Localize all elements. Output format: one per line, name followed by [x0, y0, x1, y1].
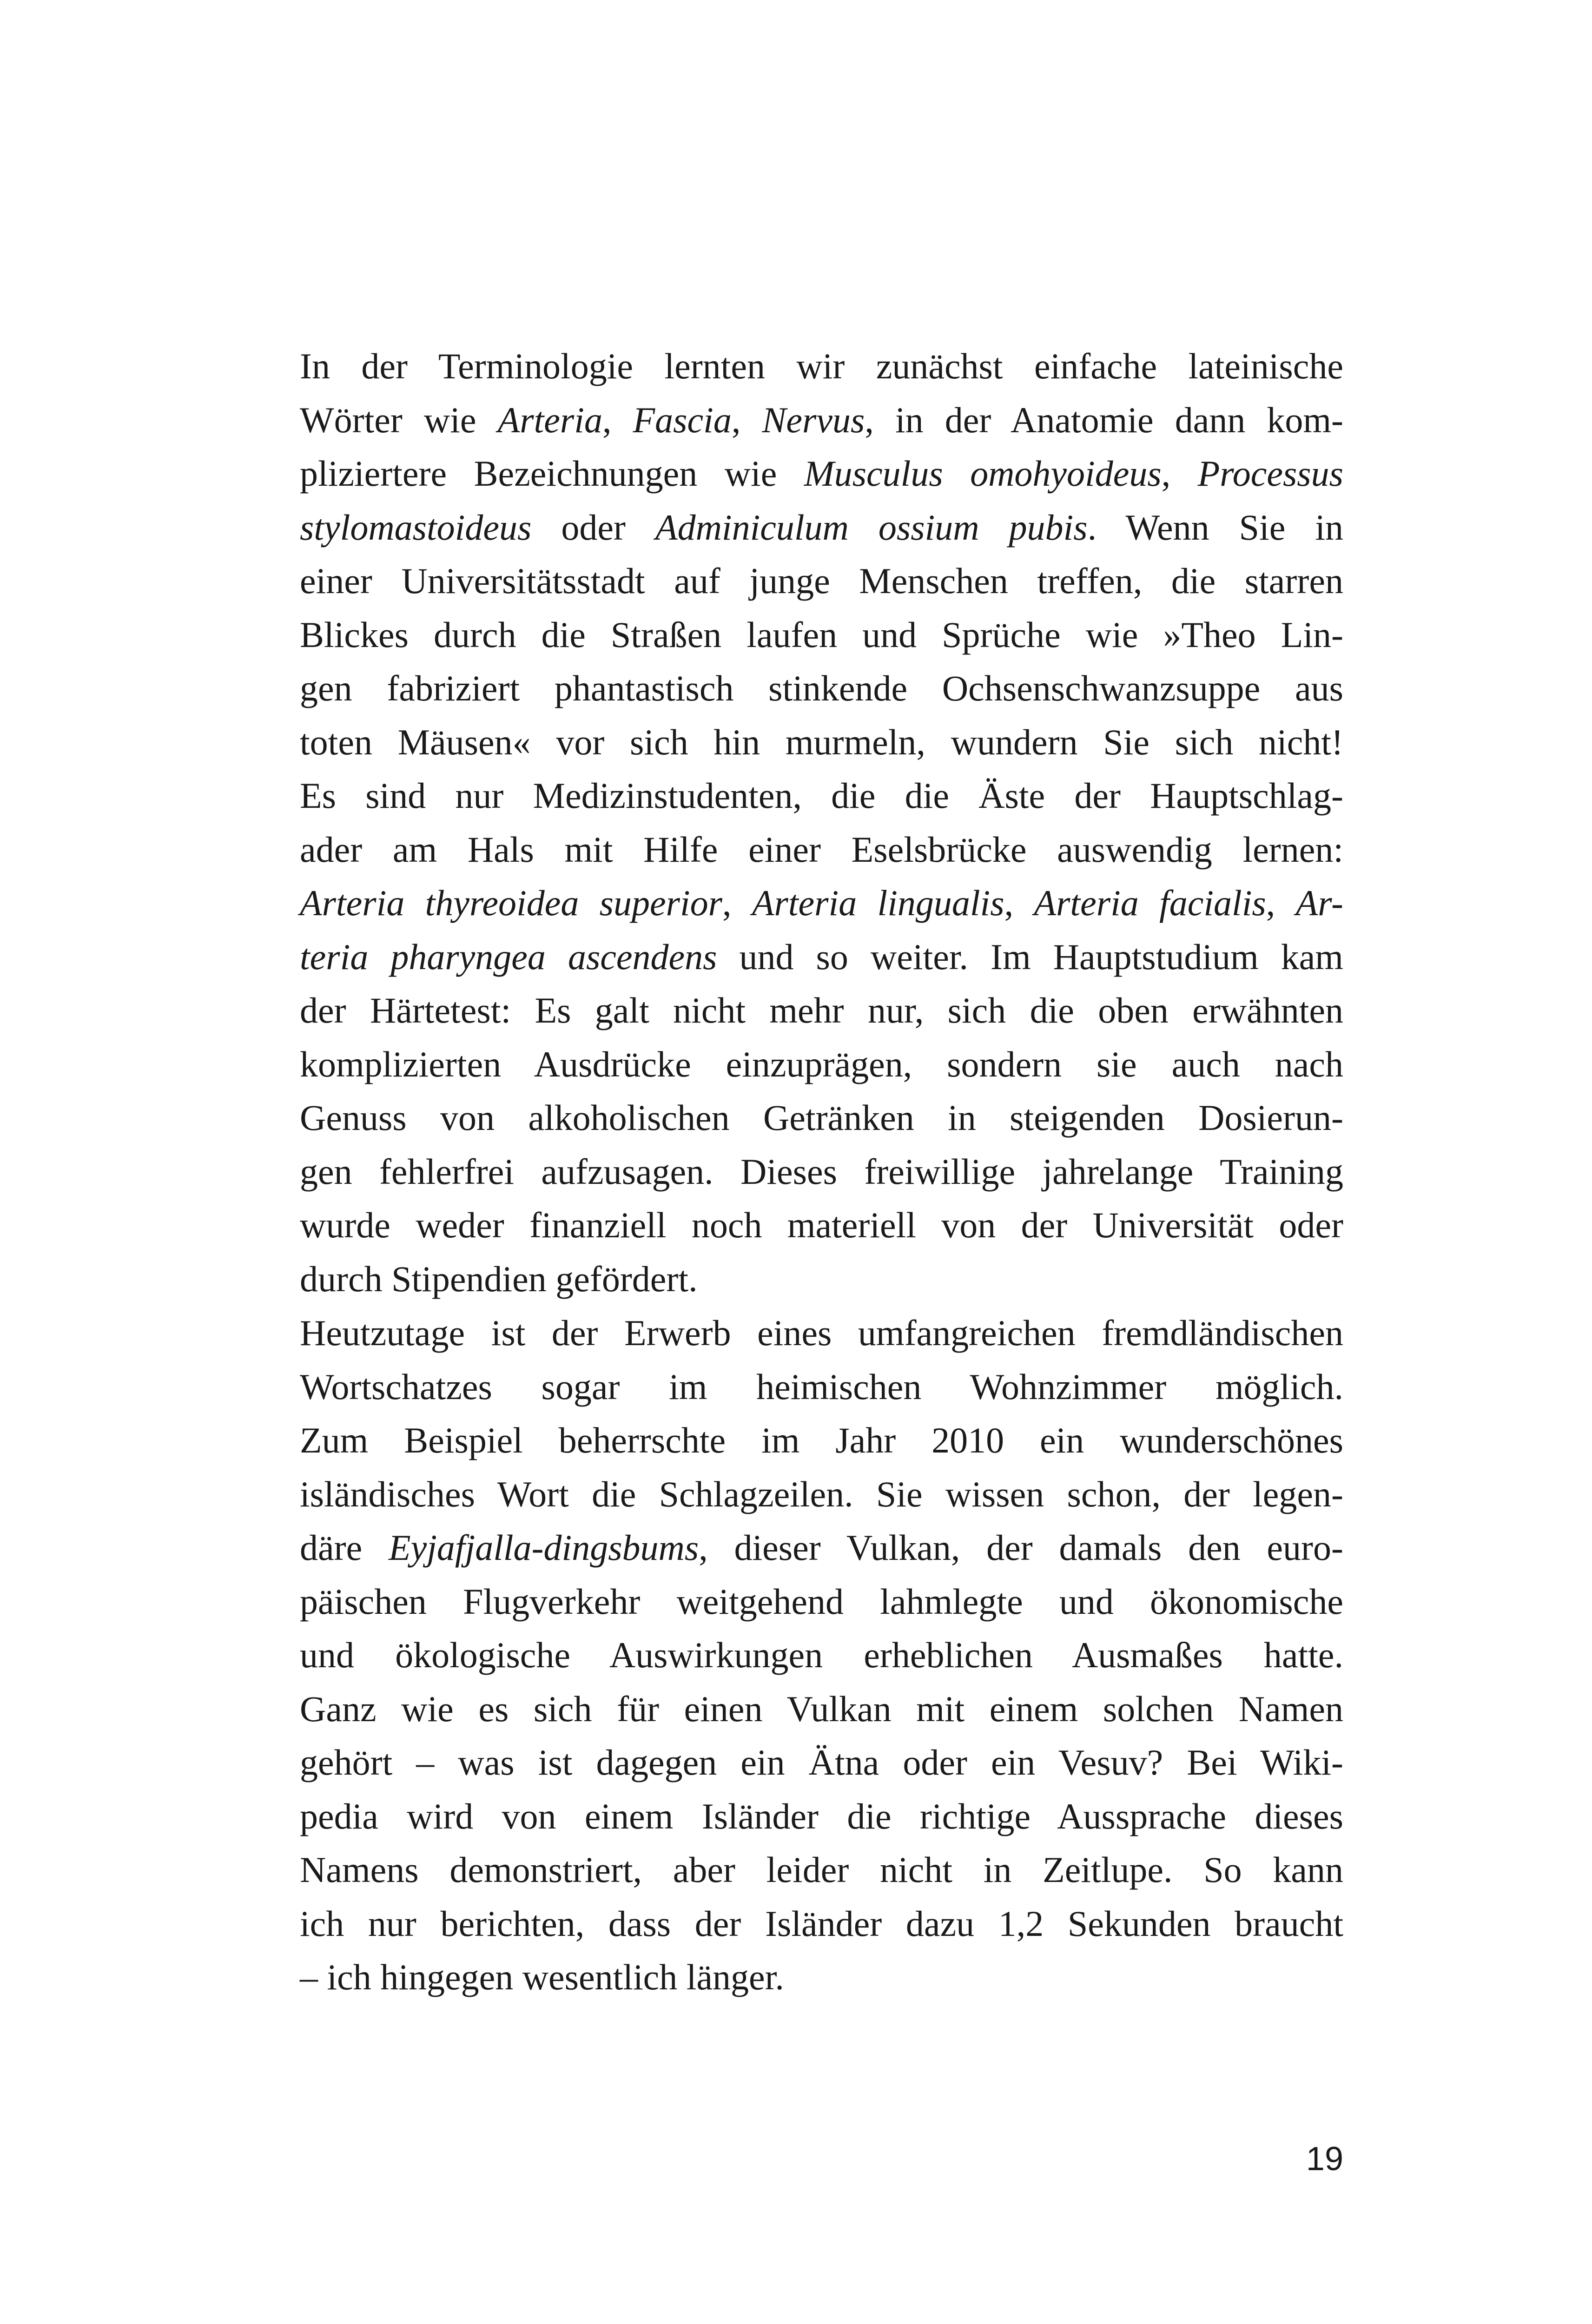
text-line [300, 1091, 1343, 1145]
text-line [300, 715, 1343, 769]
text-run: , dieser Vulkan, der damals den euro- [699, 1527, 1343, 1568]
text-run: und so weiter. Im Hauptstudium kam [717, 936, 1343, 977]
text-line [300, 1736, 1343, 1789]
text-run: In der Terminologie lernten wir zunächst einfache lateinische [300, 346, 1343, 386]
text-line [300, 1521, 1343, 1575]
text-run: Zum Beispiel beherrschte im Jahr 2010 ein wunderschönes [300, 1420, 1343, 1460]
text-run: wurde weder finanziell noch materiell von der Universität oder [300, 1205, 1343, 1245]
text-line [300, 930, 1343, 984]
italic-term: Arteria thyreoidea superior [300, 883, 723, 923]
text-run: päischen Flugverkehr weitgehend lahmlegte und ökonomische [300, 1581, 1343, 1622]
text-line [300, 1950, 1343, 2004]
text-line [300, 1682, 1343, 1736]
paragraph-terminologie [300, 339, 1343, 1306]
text-run: , [1161, 453, 1198, 494]
text-line [300, 554, 1343, 608]
text-run: durch Stipendien gefördert. [300, 1258, 698, 1299]
italic-term: Arteria lingualis [752, 883, 1004, 923]
text-run: ich nur berichten, dass der Isländer dazu 1,2 Sekunden braucht [300, 1903, 1343, 1944]
text-line [300, 1252, 1343, 1306]
text-line [300, 1628, 1343, 1682]
text-run: . Wenn Sie in [1087, 507, 1344, 548]
text-run: komplizierten Ausdrücke einzuprägen, sondern sie auch nach [300, 1043, 1343, 1084]
text-line [300, 661, 1343, 715]
paragraph-wortschatz [300, 1306, 1343, 2004]
text-run: , [731, 399, 762, 440]
text-run: , [1004, 883, 1034, 923]
text-line [300, 501, 1343, 555]
text-run: , [722, 883, 752, 923]
text-run: Es sind nur Medizinstudenten, die die Äste der Hauptschlag- [300, 775, 1343, 816]
italic-term: stylomastoideus [300, 507, 532, 548]
text-run: – ich hingegen wesentlich länger. [300, 1957, 784, 1997]
text-run: Heutzutage ist der Erwerb eines umfangreichen fremdländischen [300, 1313, 1343, 1353]
text-run: pedia wird von einem Isländer die richtige Aussprache dieses [300, 1796, 1343, 1836]
text-run: pliziertere Bezeichnungen wie [300, 453, 804, 494]
text-line [300, 1789, 1343, 1843]
text-run: Wörter wie [300, 399, 498, 440]
text-run: , [1266, 883, 1296, 923]
italic-term: Ar- [1295, 883, 1344, 923]
text-line [300, 1843, 1343, 1897]
text-line [300, 393, 1343, 447]
page-number: 19 [1306, 2140, 1343, 2178]
text-run: und ökologische Auswirkungen erheblichen Ausmaßes hatte. [300, 1635, 1343, 1675]
text-line [300, 1897, 1343, 1951]
italic-term: Nervus [762, 399, 865, 440]
text-line [300, 823, 1343, 877]
text-line [300, 1306, 1343, 1360]
text-line [300, 608, 1343, 662]
text-run: einer Universitätsstadt auf junge Menschen treffen, die starren [300, 561, 1343, 601]
italic-term: Adminiculum ossium pubis [655, 507, 1088, 548]
text-run: Wortschatzes sogar im heimischen Wohnzimmer möglich. [300, 1366, 1343, 1407]
italic-term: Arteria facialis [1034, 883, 1266, 923]
text-line [300, 1360, 1343, 1414]
italic-term: Processus [1197, 453, 1344, 494]
text-run: der Härtetest: Es galt nicht mehr nur, sich die oben erwähnten [300, 990, 1343, 1030]
text-line [300, 769, 1343, 823]
text-run: Namens demonstriert, aber leider nicht in Zeitlupe. So kann [300, 1849, 1343, 1890]
text-run: gehört – was ist dagegen ein Ätna oder ein Vesuv? Bei Wiki- [300, 1742, 1343, 1783]
text-run: , [602, 399, 633, 440]
text-line [300, 984, 1343, 1037]
text-line [300, 1145, 1343, 1199]
italic-term: Fascia [633, 399, 732, 440]
text-run: oder [531, 507, 655, 548]
text-run: ader am Hals mit Hilfe einer Eselsbrücke auswendig lernen: [300, 829, 1343, 870]
text-run: , in der Anatomie dann kom- [865, 399, 1344, 440]
text-run: däre [300, 1527, 389, 1568]
text-run: isländisches Wort die Schlagzeilen. Sie wissen schon, der legen- [300, 1473, 1343, 1514]
italic-term: Arteria [497, 399, 602, 440]
text-line [300, 1037, 1343, 1091]
italic-term: Musculus omohyoideus [804, 453, 1162, 494]
text-line [300, 876, 1343, 930]
text-line [300, 339, 1343, 393]
text-run: Blickes durch die Straßen laufen und Sprüche wie »Theo Lin- [300, 614, 1343, 655]
text-line [300, 1413, 1343, 1467]
text-run: toten Mäusen« vor sich hin murmeln, wundern Sie sich nicht! [300, 721, 1343, 762]
text-run: gen fabriziert phantastisch stinkende Ochsenschwanzsuppe aus [300, 668, 1343, 708]
text-line [300, 1575, 1343, 1629]
italic-term: teria pharyngea ascendens [300, 936, 717, 977]
text-line [300, 447, 1343, 501]
text-line [300, 1198, 1343, 1252]
text-run: Genuss von alkoholischen Getränken in steigenden Dosierun- [300, 1097, 1343, 1138]
text-run: Ganz wie es sich für einen Vulkan mit einem solchen Namen [300, 1688, 1343, 1729]
italic-term: Eyjafjalla-dingsbums [388, 1527, 699, 1568]
text-run: gen fehlerfrei aufzusagen. Dieses freiwillige jahrelange Training [300, 1151, 1343, 1192]
text-line [300, 1467, 1343, 1521]
